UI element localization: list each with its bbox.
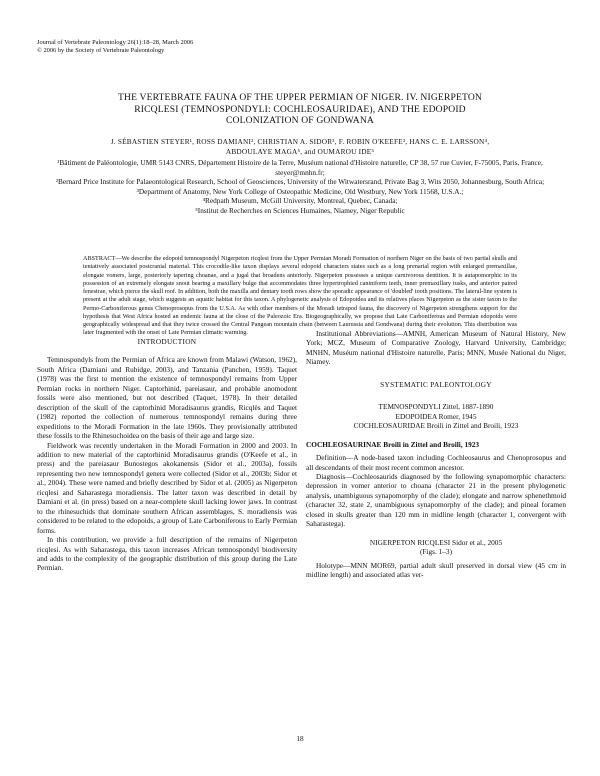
title-line-2: RICQLESI (TEMNOSPONDYLI: COCHLEOSAURIDAE), AND THE EDOPOID <box>134 103 466 115</box>
affiliation-5: ⁵Institut de Recherches en Sciences Humaines, Niamey, Niger Republic <box>195 205 405 215</box>
journal-copyright: © 2006 by the Society of Vertebrate Paleontology <box>37 47 165 55</box>
affiliation-4: ⁴Redpath Museum, McGill University, Montreal, Quebec, Canada; <box>202 196 398 206</box>
authors-line-2: ABDOULAYE MAGA⁵, and OUMAROU IDE⁵ <box>225 146 375 156</box>
abstract: ABSTRACT—We describe the edopoid temnospondyl Nigerpeton ricqlesi from the Upper Permian Moradi Formation of northern Niger on the basis of two partial skulls and tentatively associated postcranial material. This crocodile-like taxon displays several edopoid characters states such as a long prenarial region with enlarged premaxillae, elongate vomers, large, posteriorly tapering choanae, and a jugal that broadens anteriorly. Nigerpeton possesses a unique carnivorous dentition. It is autapomorphic in its possession of an extremely elongate snout bearing a maxillary bulge that accommodates three hypertrophied caniniform teeth, inner premaxillary tusks, and anterior paired fenestrae, which pierce the skull roof. In addition, both the maxilla and dentary tooth rows show the sporadic appearance of 'doubled' tooth positions. The lateral-line system is present at the adult stage, which suggests an aquatic habitat for this taxon. A phylogenetic analysis of Edopoidea and its relatives places Nigerpeton as the sister taxon to the Permo-Carboniferous genus Chenoprosopus from the U.S.A. As with other members of the Moradi tetrapod fauna, the discovery of Nigerpeton strengthens support for the hypothesis that West Africa hosted an endemic fauna at the close of the Paleozoic Era. Biogeographically, we propose that Late Carboniferous and Permian edopoids were geographically widespread and that they twice crossed the Central Pangean mountain chain (between Laurussia and Gondwana) during their evolution. This distribution was later fragmented with the onset of Late Permian climatic warming. <box>83 255 517 337</box>
institutional-abbreviations: Institutional Abbreviations—AMNH, American Museum of Natural History, New York; MCZ, Museum of Comparative Zoology, Harvard University, Cambridge; MNHN, Muséum national d'Histoire naturelle, Paris; MNN, Musée National du Niger, Niamey. <box>306 329 566 367</box>
journal-citation: Journal of Vertebrate Paleontology 26(1):18–28, March 2006 <box>37 39 194 46</box>
taxon-cochleosauridae: COCHLEOSAURIDAE Broili in Zittel and Broili, 1923 <box>353 421 519 431</box>
figure-reference: (Figs. 1–3) <box>419 547 453 557</box>
taxon-temnospondyli: TEMNOSPONDYLI Zittel, 1887-1890 <box>378 402 494 412</box>
affiliations <box>34 158 566 216</box>
title-line-1: THE VERTEBRATE FAUNA OF THE UPPER PERMIAN OF NIGER. IV. NIGERPETON <box>118 92 482 103</box>
title-line-3: COLONIZATION OF GONDWANA <box>225 115 375 127</box>
intro-paragraph-2: Fieldwork was recently undertaken in the Moradi Formation in 2000 and 2003. In addition to new material of the captorhinid Moradisaurus grandis (O'Keefe et al., in press) and the pareiasaur Bunostegos akokanensis (Sidor et al., 2003a), fossils representing two new temnospondyl genera were collected (Sidor et al., 2003b; Sidor et al., 2004). These were named and briefly described by Sidor et al. (2005) as Nigerpeton ricqlesi and Saharastega moradiensis. The latter taxon was described in detail by Damiani et al. (in press) based on a near-complete skull lacking lower jaws. In contrast to the rhinesuchids that dominate southern African assemblages, S. moradiensis was considered to be related to the edopoids, a group of Late Carboniferous to Early Permian forms. <box>37 440 297 535</box>
affiliation-1: ¹Bâtiment de Paléontologie, UMR 5143 CNRS, Département Histoire de la Terre, Muséum national d'Histoire naturelle, CP 38, 57 rue Cuvier, F-75005, Paris, France, steyer@mnhn.fr; <box>57 158 543 177</box>
author-list <box>40 137 560 156</box>
page-number: 18 <box>296 734 304 743</box>
article-title <box>40 92 560 127</box>
affiliation-3: ³Department of Anatomy, New York College of Osteopathic Medicine, Old Westbury, New York 11568, U.S.A.; <box>136 186 464 196</box>
affiliation-2: ²Bernard Price Institute for Palaeontological Research, School of Geosciences, University of the Witwatersrand, Private Bag 3, Wits 2050, Johannesburg, South Africa; <box>55 177 545 187</box>
left-column <box>37 337 297 573</box>
intro-paragraph-3: In this contribution, we provide a full description of the remains of Nigerpeton ricqlesi. As with Saharastega, this taxon increases African temnospondyl biodiversity and adds to the complexity of the geographic distribution of this group during the Late Permian. <box>37 535 297 573</box>
intro-paragraph-1: Temnospondyls from the Permian of Africa are known from Malawi (Watson, 1962), South Africa (Damiani and Rubidge, 2003), and Tanzania (Panchen, 1959). Taquet (1978) was the first to mention the existence of temnospondyl remains from Upper Permian rocks in northern Niger. Captorhinid, pareiasaur, and probable anomodont fossils were also mentioned, but not described (Taquet, 1978). In their detailed description of the skull of the captorhinid Moradisaurus grandis, Ricqlès and Taquet (1982) reported the collection of numerous temnospondyl remains during three expeditions to the Moradi Formation in the late 1960s. They provisionally attributed these fossils to the Rhinesuchoidea on the basis of their age and large size. <box>37 355 297 441</box>
species-heading: NIGERPETON RICQLESI Sidor et al., 2005 <box>369 537 503 547</box>
authors-line-1: J. SÉBASTIEN STEYER¹, ROSS DAMIANI², CHRISTIAN A. SIDOR³, F. ROBIN O'KEEFE³, HANS C. E. LARSSON⁴, <box>110 137 490 146</box>
definition-paragraph: Definition—A node-based taxon including Cochleosaurus and Chenoprosopus and all descendants of their most recent common ancestor. <box>306 453 566 472</box>
holotype-paragraph: Holotype—MNN MOR69, partial adult skull preserved in dorsal view (45 cm in midline length) and associated atlas ver- <box>306 560 566 580</box>
diagnosis-paragraph: Diagnosis—Cochleosaurids diagnosed by the following synapomorphic characters: depression in vomer anterior to choana (character 21 in the present phylogenetic analysis, unambiguous synapomorphy of the clade); elongate and narrow sphenethmoid (character 32, state 2, unambiguous synapomorphy of the clade); and pineal foramen closed in skulls greater than 120 mm in midline length (character 1, convergent with Saharastega). <box>306 471 566 529</box>
taxon-cochleosaurinae: COCHLEOSAURINAE Broili in Zittel and Broili, 1923 <box>306 439 480 449</box>
journal-header <box>37 39 193 55</box>
systematic-heading: SYSTEMATIC PALEONTOLOGY <box>380 379 492 389</box>
right-column <box>306 329 566 580</box>
taxon-edopoidea: EDOPOIDEA Romer, 1945 <box>395 411 477 421</box>
introduction-heading: INTRODUCTION <box>137 337 197 346</box>
